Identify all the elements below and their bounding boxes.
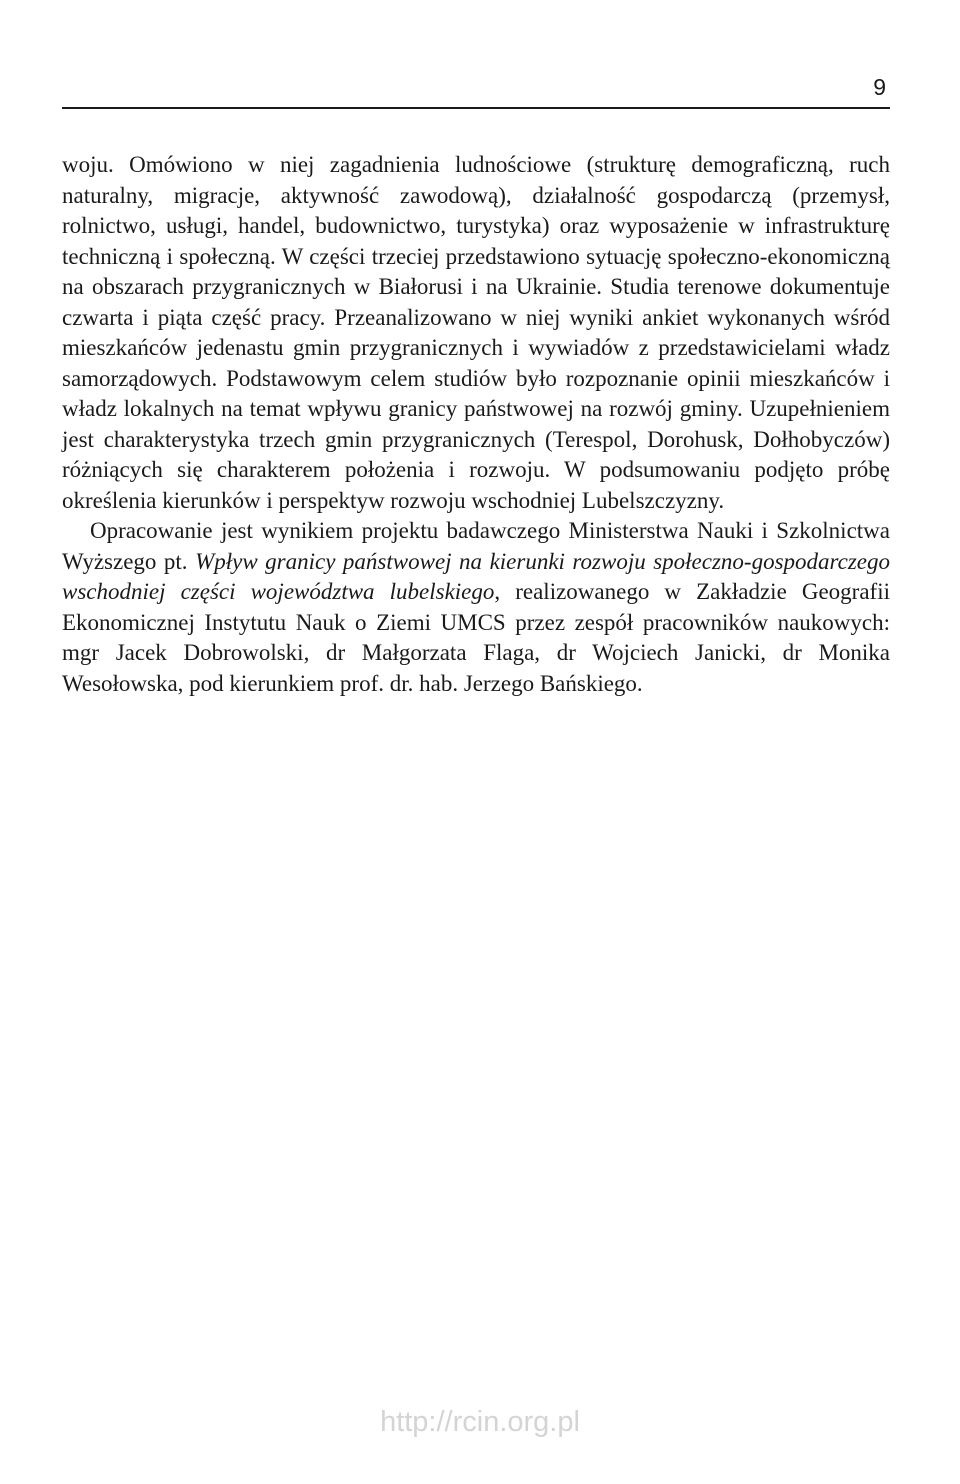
paragraph-1: woju. Omówiono w niej zagadnienia ludnościowe (strukturę demograficzną, ruch naturalny, migracje, aktywność zawodową), działalność gospodarczą (przemysł, rolnictwo, usługi, handel, budownictwo, turystyka) oraz wyposażenie w infrastrukturę techniczną i społeczną. W części trzeciej przedstawiono sytuację społeczno-ekonomiczną na obszarach przygranicznych w Białorusi i na Ukrainie. Studia terenowe dokumentuje czwarta i piąta część pracy. Przeanalizowano w niej wyniki ankiet wykonanych wśród mieszkańców jedenastu gmin przygranicznych i wywiadów z przedstawicielami władz samorządowych. Podstawowym celem studiów było rozpoznanie opinii mieszkańców i władz lokalnych na temat wpływu granicy państwowej na rozwój gminy. Uzupełnieniem jest charakterystyka trzech gmin przygranicznych (Terespol, Dorohusk, Dołhobyczów) różniących się charakterem położenia i rozwoju. W podsumowaniu podjęto próbę określenia kierunków i perspektyw rozwoju wschodniej Lubelszczyzny.: [62, 152, 890, 513]
project-title: Wpływ granicy państwowej na kierunki rozwoju społeczno-gospodarczego wschodniej części województwa lubelskiego: [62, 548, 890, 604]
paragraph-2: [62, 516, 890, 699]
page-number: 9: [873, 74, 886, 100]
header-rule: [62, 107, 890, 109]
body-text: [62, 150, 890, 699]
watermark-url: http://rcin.org.pl: [380, 1406, 580, 1438]
paragraph-2-rest: , realizowanego w Zakładzie Geografii Ekonomicznej Instytutu Nauk o Ziemi UMCS przez zespół pracowników naukowych: mgr Jacek Dobrowolski, dr Małgorzata Flaga, dr Wojciech Janicki, dr Monika Wesołowska, pod kierunkiem prof. dr. hab. Jerzego Bańskiego.: [62, 579, 890, 696]
paragraph-2-intro: Opracowanie jest wynikiem projektu badawczego Ministerstwa Nauki i Szkolnictwa Wyższego pt.: [62, 518, 890, 574]
